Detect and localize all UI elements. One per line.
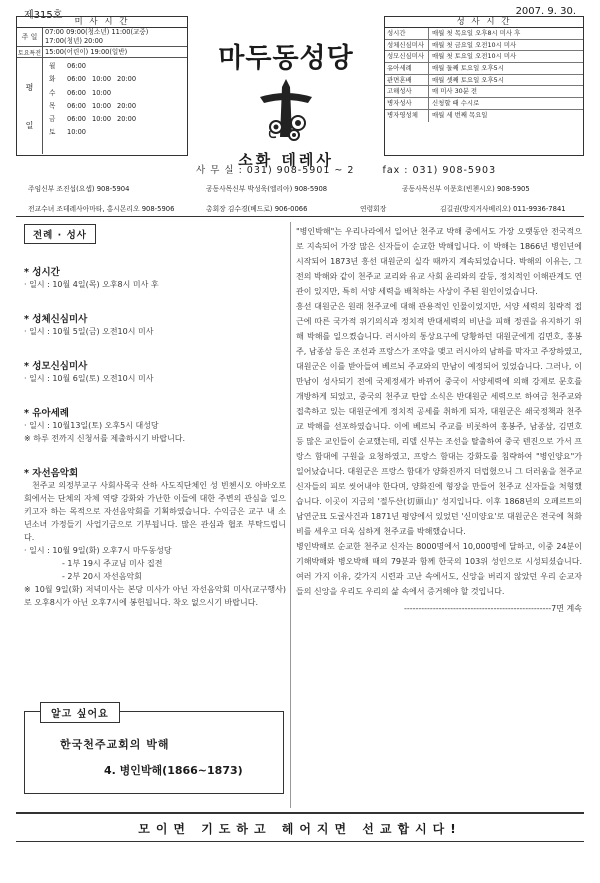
know-more-subtitle: 4. 병인박해(1866~1873) xyxy=(104,764,243,777)
sacrament-time: 매 미사 30분 전 xyxy=(432,87,478,96)
staff-entry: 공동사목신부 박성욱(엘리아) 908-5908 xyxy=(206,185,328,193)
mass-time: 06:00 xyxy=(67,101,87,110)
sacrament-name: 고해성사 xyxy=(385,86,429,97)
weekday-row xyxy=(43,87,187,100)
section-title: 전례 · 성사 xyxy=(24,224,96,244)
liturgy-item-title: * 성체신심미사 xyxy=(24,314,88,325)
sacrament-name: 병자성사 xyxy=(385,98,429,109)
mass-time: 20:00 xyxy=(117,75,137,84)
sacrament-row xyxy=(385,28,583,40)
saturday-label: 토요특전 xyxy=(17,47,43,57)
weekday-name: 화 xyxy=(49,75,56,84)
liturgy-item-title: * 성모신심미사 xyxy=(24,361,88,372)
office-phone: 사 무 실 : 031) 908-5901 ~ 2 xyxy=(196,165,355,176)
liturgy-item-line: · 일시 : 10월 5일(금) 오전10시 미사 xyxy=(24,327,154,336)
sunday-label: 주 일 xyxy=(17,28,43,46)
weekday-name: 월 xyxy=(49,62,56,70)
saturday-row xyxy=(17,47,187,58)
mass-time: 06:00 xyxy=(67,115,87,124)
weekday-row xyxy=(43,113,187,126)
sacrament-name: 병자영성체 xyxy=(385,110,429,122)
liturgy-item-title: * 성시간 xyxy=(24,267,60,278)
weekday-row xyxy=(43,60,187,73)
sacrament-name: 성모신심미사 xyxy=(385,51,429,62)
liturgy-item-line: · 일시 : 10월 6일(토) 오전10시 미사 xyxy=(24,374,154,383)
sacrament-time: 매월 첫 목요일 오후8시 미사 후 xyxy=(432,29,521,37)
sacrament-time: 신청할 때 수시로 xyxy=(432,99,480,108)
liturgy-item-title: * 유아세례 xyxy=(24,408,69,419)
staff-entry: 주임신부 조진섭(요셉) 908-5904 xyxy=(28,185,130,193)
sacrament-row xyxy=(385,75,583,87)
staff-row xyxy=(28,203,588,213)
sacrament-row xyxy=(385,40,583,52)
sacrament-time: 매월 첫 토요일 오전10시 미사 xyxy=(432,52,517,61)
sunday-line: 07:00 09:00(청소년) 11:00(교중) xyxy=(45,28,149,36)
liturgy-item-line: · 일시 : 10월13일(토) 오후5시 대성당 xyxy=(24,421,159,430)
footer-slogan: 모이면 기도하고 헤어지면 선교합시다! xyxy=(138,822,462,836)
sunday-row xyxy=(17,28,187,47)
issue-date: 2007. 9. 30. xyxy=(515,6,576,17)
concert-title: * 자선음악회 xyxy=(24,468,79,479)
staff-row xyxy=(28,183,588,193)
sacrament-row xyxy=(385,98,583,110)
cross-emblem-icon xyxy=(246,75,326,145)
sacrament-time: 매월 셋째 토요일 오후5시 xyxy=(432,75,504,84)
saturday-times: 15:00(어린이) 19:00(일반) xyxy=(45,48,128,56)
continued-note: ---------------------------------------------------7면 계속 xyxy=(403,604,582,613)
sacrament-time: 매월 세 번째 목요일 xyxy=(432,110,488,119)
staff-entry: 연령회장 xyxy=(360,205,387,213)
sacrament-name: 유아세례 xyxy=(385,63,429,74)
mass-time: 06:00 xyxy=(67,75,87,84)
mass-time: 20:00 xyxy=(117,115,137,124)
weekday-label: 일 xyxy=(25,120,34,130)
article-paragraph: 흥선 대원군은 원래 천주교에 대해 관용적인 인물이었지만, 서양 세력의 침략적 접근에 따른 국가적 위기의식과 정치적 반대세력의 비난을 피해 정권을 유지하기 위해 박해를 일으켰습니다. 러시아의 통상요구에 당황하던 대원군에게 김면호, 홍봉주, 남종삼 등은 조선과 프랑스가 조약을 맺고 러시아의 남하를 막자고 주장하였고, 대원군은 이를 받아들여 베르뇌 주교와의 만남이 예정되어 있었습니다. 그러나, 이 만남이 성사되기 전에 국제정세가 바뀌어 중국이 서양세력에 의해 강제로 문호를 개방하게 되었고, 중국의 천주교 탄압 소식은 반대원군 세력으로 하여금 천주교와 접촉하고 있는 대원군에게 정치적 공세를 취하게 되자, 대원군은 쇄국정책과 천주교 박해를 선포하였습니다. 이에 베르뇌 주교를 비롯하여 홍봉주, 남종삼, 김면호 등 많은 교인들이 순교했는데, 리델 신부는 조선을 탈출하여 중국 텐진으로 가서 프랑스 함대에 구원을 요청하였고, 프랑스 함대는 강화도를 침략하여 "병인양요"가 일어났습니다. 대원군은 프랑스 함대가 양화진까지 더럽혔으니 그 더러움을 천주교 신자들의 피로 씻어내야 한다며, 양화진에 형장을 만들어 천주교 신자들을 처형했습니다. 이곳이 지금의 '절두산(切頭山)' 성지입니다. 이후 1868년의 오페르트의 남연군묘 도굴사건과 1871년 평양에서 있었던 '신미양요'로 대원군은 전국에 척화비를 세우고 더욱 심하게 천주교를 박해했습니다. xyxy=(296,302,582,536)
mass-time: 10:00 xyxy=(92,101,112,110)
weekday-name: 수 xyxy=(49,88,56,97)
footer-slogan-bar xyxy=(16,812,584,842)
fax-number: fax : 031) 908-5903 xyxy=(382,165,497,176)
contact-line xyxy=(196,162,586,176)
concert-date: · 일시 : 10월 9일(화) 오후7시 마두동성당 xyxy=(24,546,172,555)
concert-body: 천주교 의정부교구 사회사목국 산하 사도직단체인 성 빈첸시오 아바오로회에서는 단체의 자체 역량 강화와 가난한 이들에 대한 주변의 관심을 일으키고자 하는 목적으로 자선음악회를 기획하였습니다. 수익금은 교구 내 소년소녀 가정들기 사업기금으로 기부됩니다. 많은 관심과 협조 부탁드립니다. xyxy=(24,481,286,542)
mass-time: 10:00 xyxy=(92,88,112,97)
staff-entry: 총회장 김수경(베드로) 906-0066 xyxy=(206,205,308,213)
mass-schedule-table xyxy=(16,16,188,156)
know-more-frame xyxy=(24,711,284,794)
sacrament-schedule-table xyxy=(384,16,584,156)
weekday-row xyxy=(43,100,187,113)
know-more-box xyxy=(24,702,284,794)
sacrament-row xyxy=(385,110,583,122)
church-masthead xyxy=(194,30,378,169)
sacrament-row xyxy=(385,51,583,63)
mass-schedule-title: 미 사 시 간 xyxy=(17,17,187,28)
weekday-name: 목 xyxy=(49,101,56,110)
article-body xyxy=(296,224,582,616)
know-more-title: 한국천주교회의 박해 xyxy=(60,738,170,751)
patron-saint: 소화 데레사 xyxy=(238,151,334,169)
concert-note: ※ 10월 9일(화) 저녁미사는 본당 미사가 아닌 자선음악회 미사(교구행사)로 오후8시가 아닌 오후7시에 봉헌됩니다. 착오 없으시기 바랍니다. xyxy=(24,585,286,607)
mass-time: 06:00 xyxy=(67,62,87,70)
mass-time: 20:00 xyxy=(117,101,137,110)
sunday-line: 17:00(청년) 20:00 xyxy=(45,36,103,45)
column-divider xyxy=(290,222,291,808)
mass-time: 10:00 xyxy=(67,128,87,137)
weekday-row xyxy=(43,126,187,139)
weekday-name: 금 xyxy=(49,115,56,124)
know-more-label: 알고 싶어요 xyxy=(40,702,120,723)
sacrament-name: 관면혼배 xyxy=(385,75,429,86)
liturgy-item-line: ※ 하루 전까지 신청서를 제출하시기 바랍니다. xyxy=(24,434,186,443)
mass-time: 06:00 xyxy=(67,88,87,97)
weekday-name: 토 xyxy=(49,128,56,137)
concert-part: - 1부 19시 주교님 미사 집전 xyxy=(62,559,163,568)
liturgy-item-line: · 일시 : 10월 4일(목) 오후8시 미사 후 xyxy=(24,280,159,289)
staff-entry: 김길권(방지거사베리오) 011-9936-7841 xyxy=(440,205,566,213)
church-name: 마두동성당 xyxy=(218,43,354,74)
sacrament-time: 매월 둘째 토요일 오후5시 xyxy=(432,64,504,73)
sacrament-name: 성체신심미사 xyxy=(385,40,429,51)
weekday-label: 평 xyxy=(25,82,34,92)
mass-time: 10:00 xyxy=(92,75,112,84)
staff-entry: 전교수녀 조데레사아마타, 홍시몬리오 908-5906 xyxy=(28,205,175,213)
weekday-row xyxy=(43,73,187,86)
issue-number: 제315호 xyxy=(24,10,63,21)
sacrament-row xyxy=(385,63,583,75)
mass-time: 10:00 xyxy=(92,115,112,124)
sacrament-row xyxy=(385,86,583,98)
sacrament-time: 매월 첫 금요일 오전10시 미사 xyxy=(432,40,517,49)
header-divider xyxy=(16,216,584,217)
liturgy-section xyxy=(24,224,286,609)
staff-entry: 공동사목신부 이문호(빈첸시오) 908-5905 xyxy=(402,185,530,193)
article-paragraph: 병인박해로 순교한 천주교 신자는 8000명에서 10,000명에 달하고, 이중 24분이 기해박해와 병오박해 때의 79분과 함께 한국의 103위 성인으로 시성되셨습니다. 여러 가지 이유, 갖가지 시련과 고난 속에서도, 신앙을 버리지 않았던 우리 순교자들의 신앙을 우리도 우리의 삶 속에서 증거해야 할 것입니다. xyxy=(296,542,582,596)
sacrament-schedule-title: 성 사 시 간 xyxy=(385,17,583,28)
weekday-block xyxy=(17,58,187,154)
article-paragraph: "병인박해"는 우리나라에서 일어난 천주교 박해 중에서도 가장 오랫동안 전국적으로 지속되어 가장 많은 신자들이 순교한 박해입니다. 이 박해는 1866년 병인년에 시작되어 1873년 흥선 대원군의 실각 때까지 계속되었습니다. 박해의 이유는, 그 전의 박해와 같이 천주교 교리와 유교 사회 윤리와의 갈등, 정치적인 이해관계도 연관이 있지만, 특히 서양 세력을 배척하는 사상이 주된 원인이었습니다. xyxy=(296,227,582,296)
sacrament-name: 성시간 xyxy=(385,28,429,39)
concert-part: - 2부 20시 자선음악회 xyxy=(62,572,142,581)
